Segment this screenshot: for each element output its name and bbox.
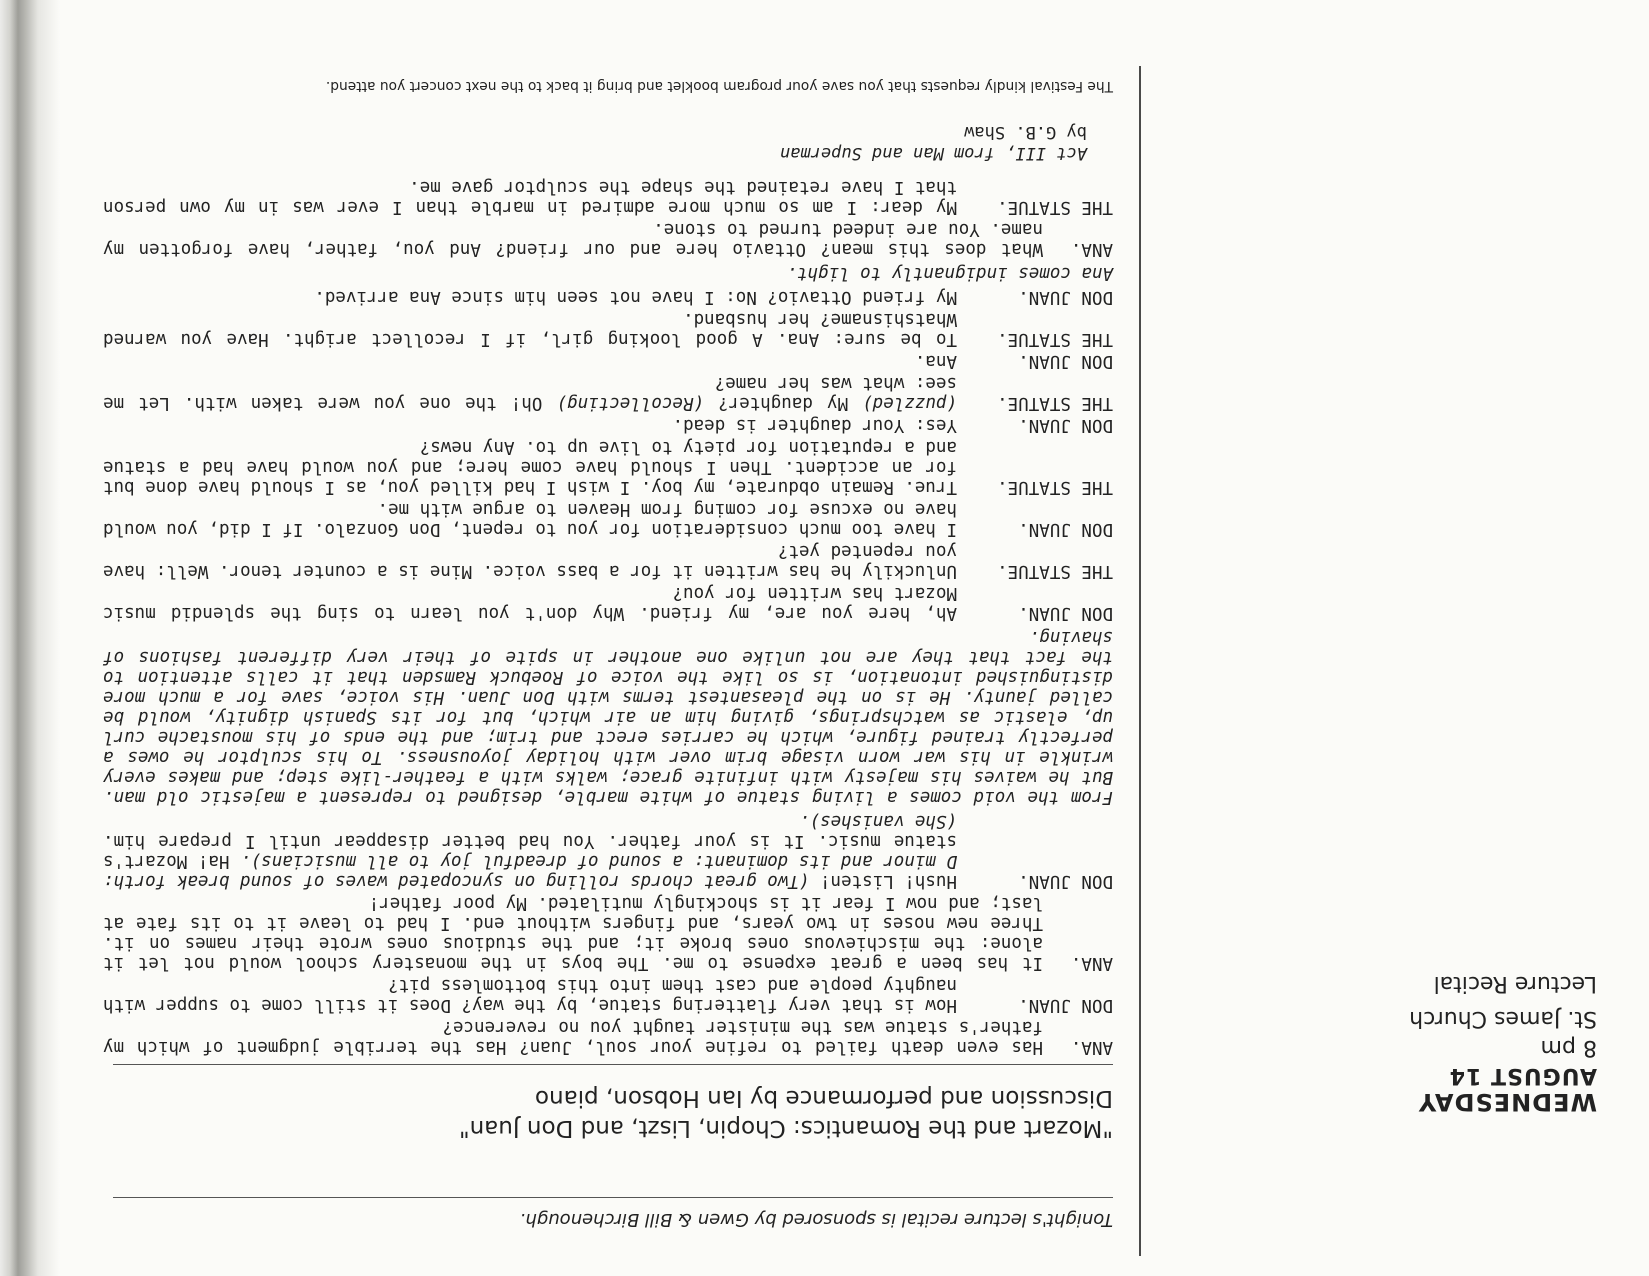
stage-direction: (Recollecting) (556, 393, 704, 413)
dialogue-line (103, 177, 1113, 217)
dialogue-line (103, 583, 1113, 623)
event-day: WEDNESDAY (1417, 1088, 1597, 1116)
sponsor-note: Tonight's lecture recital is sponsored by Gwen & Bill Birchenough. (519, 1209, 1113, 1230)
speaker: DON JUAN. (1018, 287, 1113, 307)
dialogue-line (103, 415, 1113, 435)
dialogue-line (103, 811, 1113, 891)
speaker: DON JUAN. (1018, 519, 1113, 539)
dialogue-line (103, 541, 1113, 581)
dialogue-line (103, 499, 1113, 539)
line-text: How is that very flattering statue, by the way? Does it still come to supper with naughty people and cast them into this bottomless pit? (103, 975, 957, 1015)
speaker: DON JUAN. (1018, 995, 1113, 1015)
line-part: Ha! Mozart's statue music. It is your father. You had better disappear until I prepare him. (103, 831, 957, 871)
line-text (103, 373, 957, 413)
line-text: Yes: Your daughter is dead. (672, 415, 957, 435)
speaker: DON JUAN. (1018, 871, 1113, 891)
speaker: ANA. (1070, 239, 1113, 259)
event-time: 8 pm (1540, 1035, 1597, 1060)
speaker: DON JUAN. (1018, 603, 1113, 623)
dialogue-line (103, 351, 1113, 371)
speaker: THE STATUE. (997, 329, 1113, 349)
stage-direction: (puzzled) (862, 393, 957, 413)
stage-direction: (Two great chords rolling on syncopated waves of sound break forth: D minor and its dominant: a sound of dreadful joy to all musicians). (103, 851, 957, 891)
stage-paragraph: Ana comes indignantly to light. (786, 263, 1113, 283)
dialogue-line (103, 893, 1113, 973)
column-divider (1139, 66, 1141, 1256)
dialogue-line (103, 975, 1113, 1015)
line-text: To be sure: Ana. A good looking girl, if I recollect aright. Have you warned Whatshisname? her husband. (103, 309, 957, 349)
dialogue-line (103, 373, 1113, 413)
recital-title: "Mozart and the Romantics: Chopin, Liszt, and Don Juan" (459, 1115, 1113, 1141)
binding-edge (0, 0, 60, 1276)
dialogue-line (103, 309, 1113, 349)
event-date: AUGUST 14 (1448, 1063, 1597, 1088)
excerpt-credit (103, 121, 1087, 163)
speaker: THE STATUE. (997, 197, 1113, 217)
line-text: My friend Ottavio? No: I have not seen him since Ana arrived. (314, 287, 957, 307)
sponsor-rule (113, 1197, 1113, 1198)
line-text: What does this mean? Ottavio here and our friend? And you, father, have forgotten my name. You are indeed turned to stone. (103, 219, 1043, 259)
excerpt-rule (113, 1064, 1113, 1065)
speaker: THE STATUE. (997, 561, 1113, 581)
stage-paragraph: From the void comes a living statue of white marble, designed to represent a majestic old man. But he waives his majesty with infinite grace; walks with a feather-like step; and makes every wrinkle in his war worn visage brim over with holiday joyousness. To his sculptor he owes a perfectly trained figure, which he carries erect and trim; and the ends of his moustache curl up, elastic as watchsprings, giving him an air which, but for its Spanish dignity, would be called jaunty. He is on the pleasantest terms with Don Juan. His voice, save for a much more distinguished intonation, is so like the voice of Roebuck Ramsden that it calls attention to the fact that they are not unlike one another in spite of their very different fashions of shaving. (103, 627, 1113, 807)
stage-direction: (She vanishes). (798, 811, 957, 831)
line-text: True. Remain obdurate, my boy. I wish I had killed you, as I should have done but for an accident. Then I should have come here; and you would have had a statue and a reputation for piety to live up to. Any news? (103, 437, 957, 497)
speaker: THE STATUE. (997, 393, 1113, 413)
line-text: Ana. (914, 351, 957, 371)
speaker: THE STATUE. (997, 477, 1113, 497)
line-text: I have too much consideration for you to repent, Don Gonzalo. If I did, you would have no excuse for coming from Heaven to argue with me. (103, 499, 957, 539)
line-text: Has even death failed to refine your soul, Juan? Has the terrible judgment of which my father's statue was the minister taught you no reverence? (103, 1017, 1043, 1057)
dialogue-line (103, 437, 1113, 497)
speaker: ANA. (1070, 1037, 1113, 1057)
line-part: Oh! the one you were taken with. Let me see: what was her name? (103, 373, 957, 413)
program-footnote: The Festival kindly requests that you save your program booklet and bring it back to the next concert you attend. (325, 78, 1113, 94)
dialogue-line (103, 219, 1113, 259)
speaker: DON JUAN. (1018, 415, 1113, 435)
line-text: My dear: I am so much more admired in marble than I ever was in my own person that I have retained the shape the sculptor gave me. (103, 177, 957, 217)
event-info (1297, 969, 1597, 1116)
dialogue-line (103, 1017, 1113, 1057)
line-text (103, 811, 957, 891)
speaker: ANA. (1070, 953, 1113, 973)
credit-author: by G.B. Shaw (964, 122, 1087, 142)
dialogue-line (103, 287, 1113, 307)
event-venue: St. James Church (1409, 1006, 1597, 1031)
line-part: My daughter? (718, 393, 849, 413)
shaw-excerpt (103, 121, 1113, 1057)
recital-subtitle: Discussion and performance by Ian Hobson, piano (534, 1085, 1113, 1111)
credit-source: Act III, from Man and Superman (779, 143, 1087, 163)
event-type: Lecture Recital (1433, 971, 1597, 996)
line-text: It has been a great expense to me. The boys in the monastery school would not let it alone: the mischievous ones broke it; and the studious ones wrote their names on it. Three new noses in two years, and fingers without end. I had to leave it to its fate at last; and now I fear it is shockingly mutilated. My poor father! (103, 893, 1043, 973)
line-part: Hush! Listen! (819, 871, 957, 891)
speaker: DON JUAN. (1018, 351, 1113, 371)
line-text: Ah, here you are, my friend. Why don't you learn to sing the splendid music Mozart has written for you? (103, 583, 957, 623)
program-content (83, 121, 1113, 1230)
line-text: Unluckily he has written it for a bass voice. Mine is a counter tenor. Well: have you repented yet? (103, 541, 957, 581)
